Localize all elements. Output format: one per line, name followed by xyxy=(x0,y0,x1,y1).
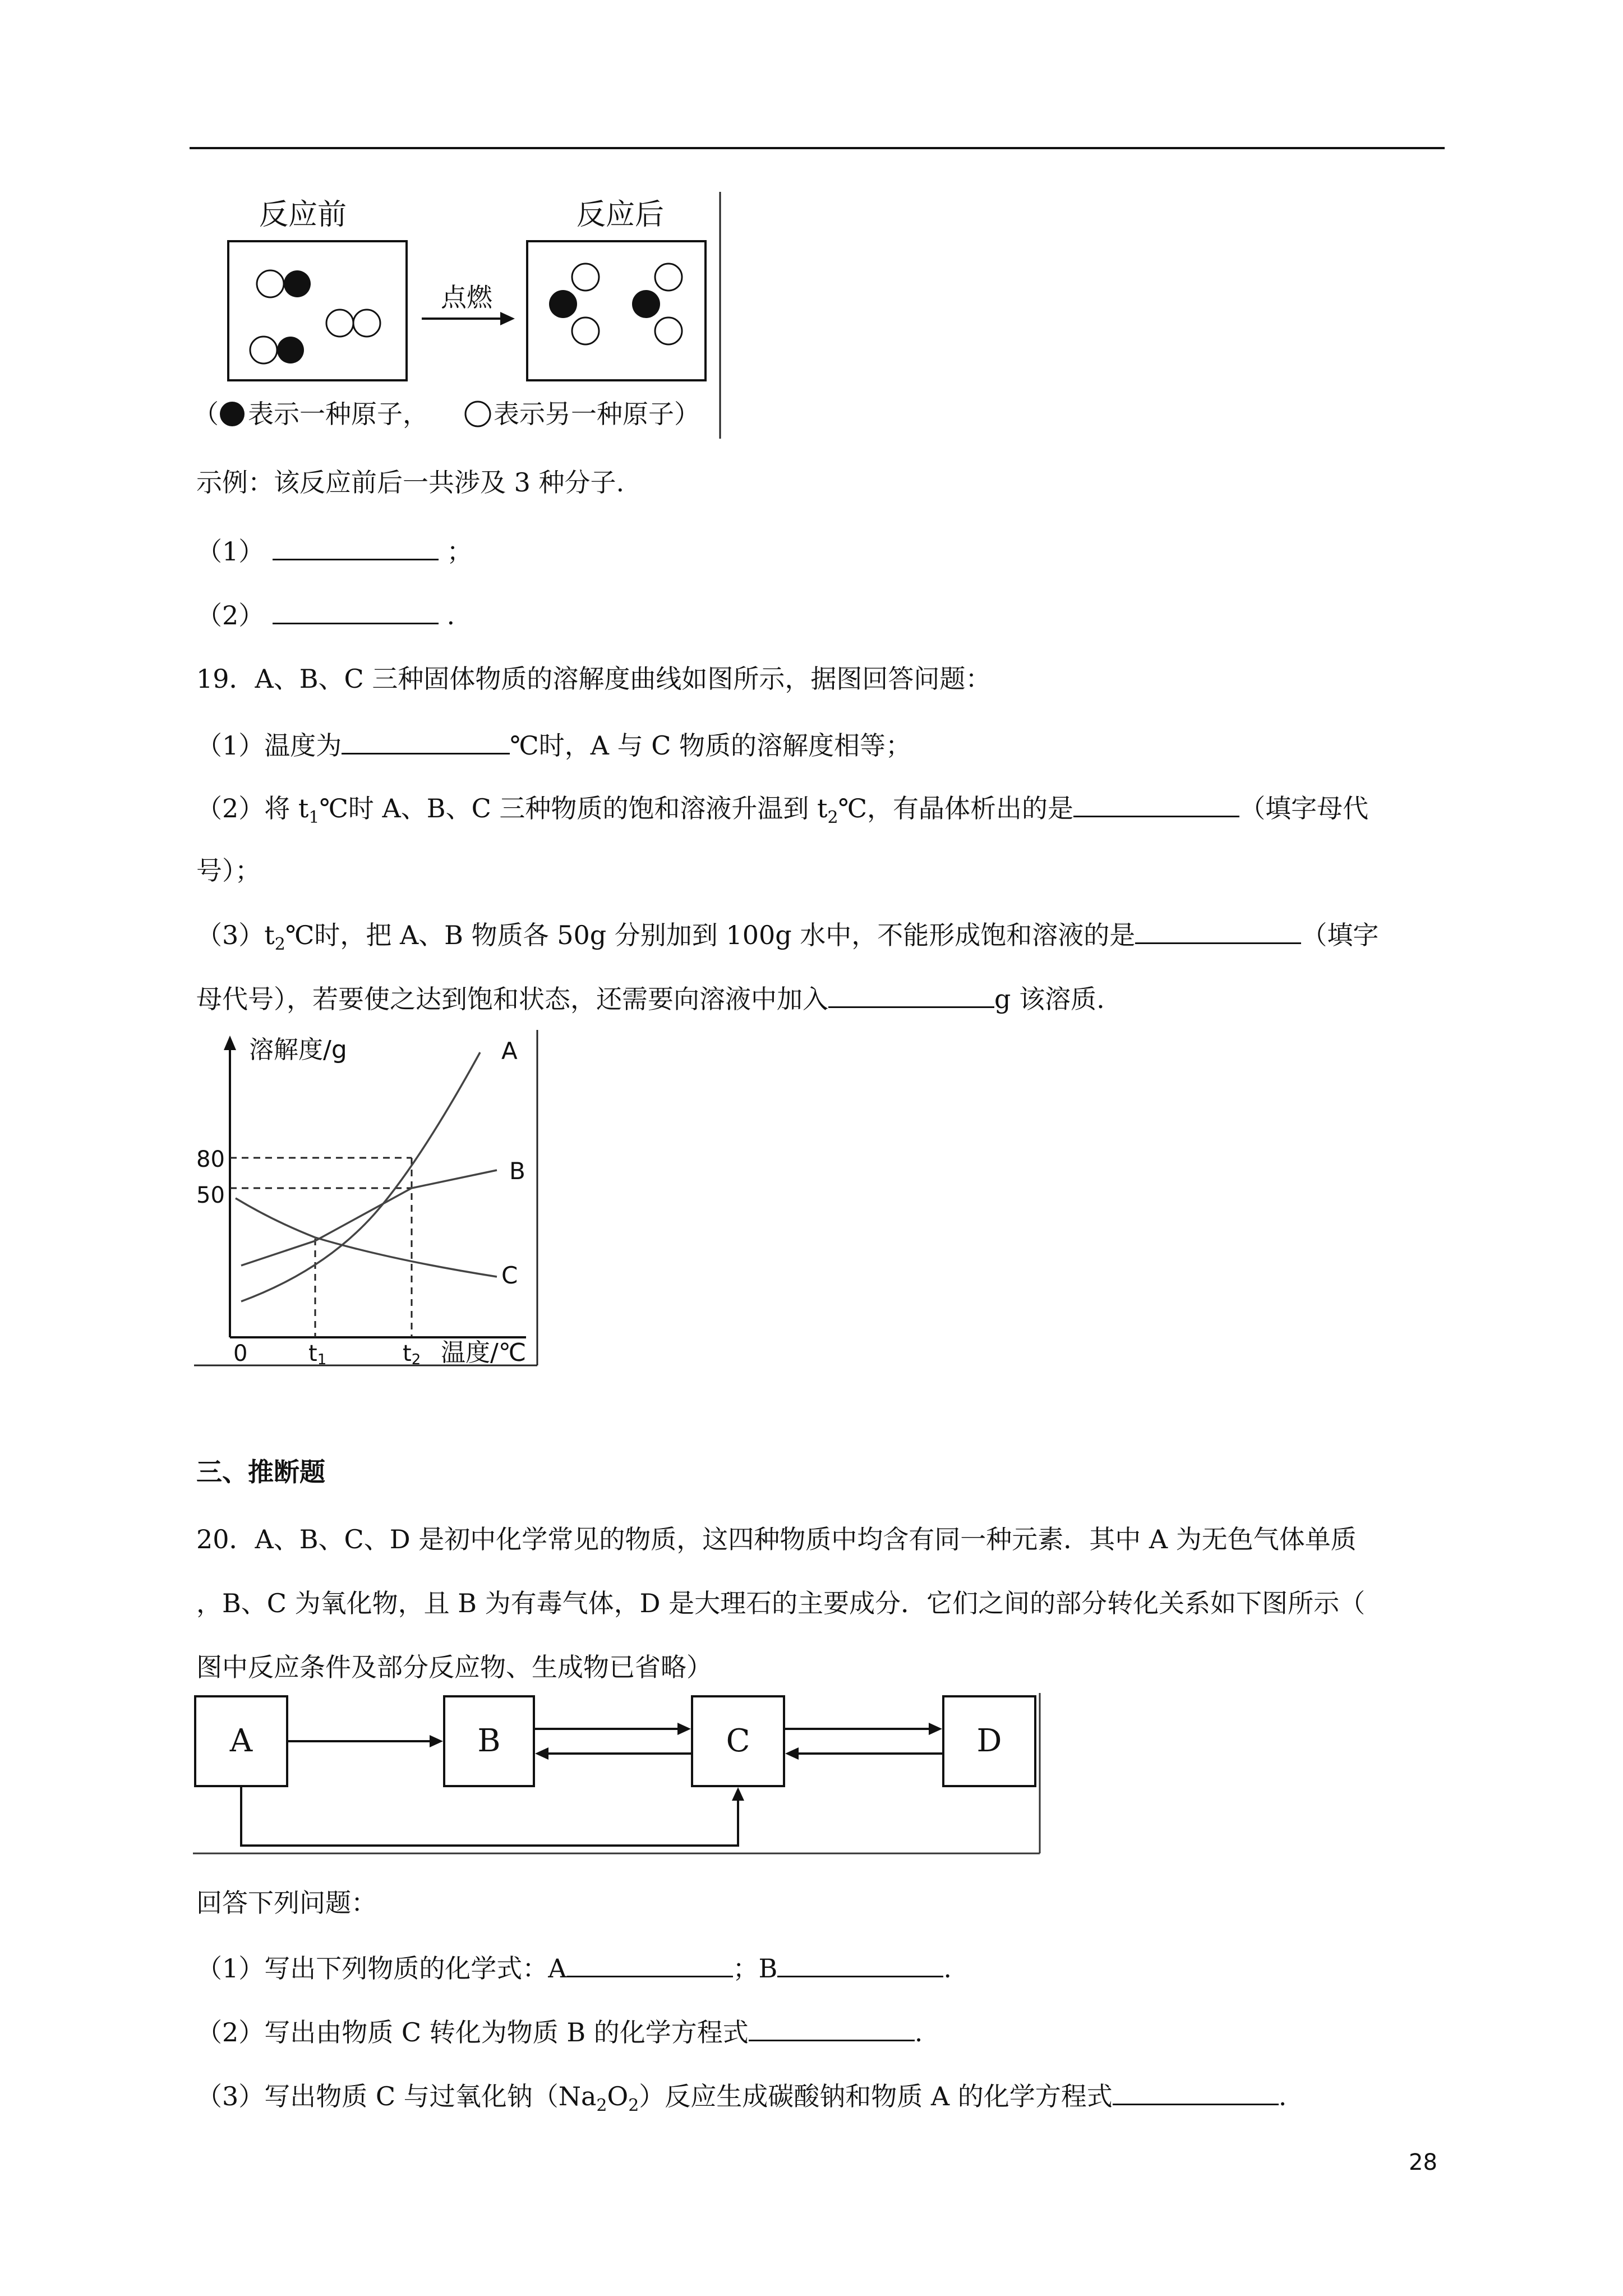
q19-stem: 19．A、B、C 三种固体物质的溶解度曲线如图所示，据图回答问题： xyxy=(196,664,992,694)
q19-p2-b: ℃时 A、B、C 三种物质的饱和溶液升温到 t xyxy=(319,793,828,823)
y-axis-label: 溶解度/g xyxy=(249,1036,347,1064)
q20-a3-b: ）反应生成碳酸钠和物质 A 的化学方程式 xyxy=(639,2081,1113,2111)
q19-p3-a: （3）t xyxy=(196,920,275,950)
q19-part-2 xyxy=(196,790,1368,826)
q19-p1-a: （1）温度为 xyxy=(196,730,342,761)
q19-blank-2[interactable] xyxy=(1073,790,1239,817)
q19-p1-b: ℃时，A 与 C 物质的溶解度相等； xyxy=(510,730,912,761)
q19-p3-d: 母代号），若要使之达到饱和状态，还需要向溶液中加入 xyxy=(196,984,828,1014)
series-label-c: C xyxy=(501,1262,518,1289)
section-title: 三、推断题 xyxy=(196,1457,325,1487)
header-rule xyxy=(190,147,1445,149)
q20-a2-a: （2）写出由物质 C 转化为物质 B 的化学方程式 xyxy=(196,2017,749,2047)
molecule-ab-2 xyxy=(250,337,304,364)
conversion-diagram xyxy=(193,1693,1045,1856)
legend-open: （ xyxy=(193,399,219,429)
q20-blank-2[interactable] xyxy=(777,1950,943,1977)
q19-p2-c: ℃，有晶体析出的是 xyxy=(838,793,1074,823)
q18-item-2 xyxy=(196,597,455,633)
q19-p2-a: （2）将 t xyxy=(196,793,309,823)
arrow-b-to-c-icon xyxy=(534,1723,691,1735)
q20-a1-b: ；B xyxy=(732,1953,778,1984)
q19-p3-c: （填字 xyxy=(1301,920,1379,950)
q19-part-2-cont: 号）； xyxy=(196,855,261,886)
q20-line-2: ，B、C 为氧化物，且 B 为有毒气体，D 是大理石的主要成分．它们之间的部分转化关系如下图所示（ xyxy=(196,1588,1366,1618)
q19-p3-e: g 该溶质. xyxy=(994,984,1105,1014)
q20-answer-intro: 回答下列问题： xyxy=(196,1888,377,1918)
black-atom-icon xyxy=(220,402,245,426)
q18-item2-suffix: . xyxy=(446,600,455,631)
q19-p3-sub: 2 xyxy=(274,935,285,955)
y-axis-arrow-icon xyxy=(224,1036,236,1050)
legend-black: 表示一种原子， xyxy=(248,399,428,429)
q20-answer-1 xyxy=(196,1950,952,1986)
q20-a3-mid: O xyxy=(607,2081,629,2111)
q19-blank-4[interactable] xyxy=(828,981,994,1008)
q18-item-1 xyxy=(196,533,473,569)
arrow-c-to-b-icon xyxy=(535,1747,692,1760)
q20-a1-a: （1）写出下列物质的化学式：A xyxy=(196,1953,567,1984)
q19-part-3 xyxy=(196,917,1378,953)
q20-a3-a: （3）写出物质 C 与过氧化钠（Na xyxy=(196,2081,597,2111)
arrow-icon xyxy=(422,312,515,325)
q20-answer-2 xyxy=(196,2014,923,2050)
q20-blank-3[interactable] xyxy=(749,2014,915,2041)
box-b-label: B xyxy=(477,1723,501,1759)
q18-example: 示例：该反应前后一共涉及 3 种分子. xyxy=(196,467,625,498)
q20-a3-sub1: 2 xyxy=(596,2096,607,2116)
x-axis-label: 温度/℃ xyxy=(441,1338,527,1366)
molecule-ab-1 xyxy=(257,270,311,297)
molecule-product-2 xyxy=(632,264,682,344)
q20-line-3: 图中反应条件及部分反应物、生成物已省略） xyxy=(196,1652,712,1682)
q20-answer-3 xyxy=(196,2078,1287,2114)
x-tick-t2: t2 xyxy=(403,1341,421,1366)
curve-a xyxy=(241,1052,480,1301)
box-c-label: C xyxy=(726,1723,750,1759)
molecule-product-1 xyxy=(549,264,599,344)
box-a-label: A xyxy=(229,1723,253,1759)
q20-a1-c: . xyxy=(943,1953,952,1984)
q20-a3-sub2: 2 xyxy=(628,2096,639,2116)
q18-item2-prefix: （2） xyxy=(196,600,265,631)
page-number: 28 xyxy=(1409,2150,1437,2175)
arrow-a-to-b-icon xyxy=(287,1735,443,1747)
q19-blank-1[interactable] xyxy=(342,727,510,754)
arrow-label: 点燃 xyxy=(441,282,492,312)
q19-p3-b: ℃时，把 A、B 物质各 50g 分别加到 100g 水中，不能形成饱和溶液的是 xyxy=(285,920,1136,950)
q18-blank-2[interactable] xyxy=(273,597,439,624)
legend-white: 表示另一种原子） xyxy=(494,399,700,429)
q19-p2-sub2: 2 xyxy=(827,808,838,828)
after-label: 反应后 xyxy=(576,198,665,232)
reaction-diagram xyxy=(193,192,726,439)
y-tick-50: 50 xyxy=(196,1182,225,1208)
q19-blank-3[interactable] xyxy=(1135,917,1301,944)
white-atom-icon xyxy=(465,402,490,426)
y-tick-80: 80 xyxy=(196,1147,225,1172)
solubility-chart xyxy=(194,1030,542,1366)
q18-item1-suffix: ； xyxy=(446,536,473,567)
q20-blank-1[interactable] xyxy=(567,1950,733,1977)
series-label-b: B xyxy=(509,1157,525,1185)
q19-part-3-cont xyxy=(196,981,1105,1017)
x-tick-0: 0 xyxy=(233,1341,248,1366)
curve-c xyxy=(236,1198,497,1277)
arrow-a-to-c-icon xyxy=(241,1786,744,1846)
arrow-c-to-d-icon xyxy=(784,1723,942,1735)
q20-a3-c: . xyxy=(1278,2081,1287,2111)
series-label-a: A xyxy=(501,1037,518,1065)
q20-a2-b: . xyxy=(914,2017,923,2047)
q18-blank-1[interactable] xyxy=(273,533,439,560)
q19-p2-d: （填字母代 xyxy=(1239,793,1369,823)
q18-item1-prefix: （1） xyxy=(196,536,265,567)
q20-blank-4[interactable] xyxy=(1113,2078,1279,2105)
q20-line-1: 20．A、B、C、D 是初中化学常见的物质，这四种物质中均含有同一种元素．其中 A 为无色气体单质 xyxy=(196,1524,1357,1554)
molecule-bb xyxy=(326,310,380,337)
q19-part-1 xyxy=(196,727,911,763)
box-d-label: D xyxy=(976,1723,1002,1759)
q19-p2-sub1: 1 xyxy=(308,808,320,828)
x-tick-t1: t1 xyxy=(308,1341,327,1366)
arrow-d-to-c-icon xyxy=(785,1747,943,1760)
before-label: 反应前 xyxy=(259,198,347,232)
